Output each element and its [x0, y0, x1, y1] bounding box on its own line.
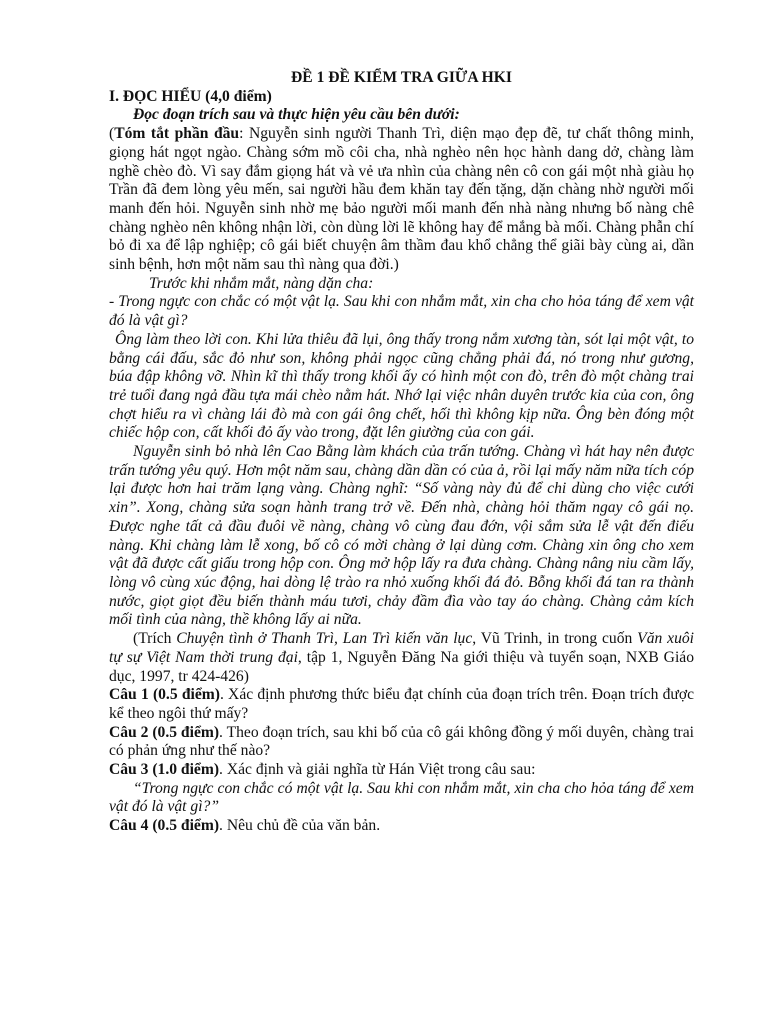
passage-paragraph-4: Nguyễn sinh bỏ nhà lên Cao Bằng làm khách của trấn tướng. Chàng vì hát hay nên được trấn tướng yêu quý. Hơn một năm sau, chàng dần dần có của ả, rồi lại mấy năm nữa tích cóp lại được hơn hai trăm lạng vàng. Chàng nghĩ: “Số vàng này đủ để chi dùng cho việc cưới xin”. Xong, chàng sửa soạn hành trang trở về. Đến nhà, chàng hỏi thăm ngay cô gái nọ. Được nghe tất cả đầu đuôi về nàng, chàng vô cùng đau đớn, vội sắm sửa lễ vật đến điếu nàng. Khi chàng làm lễ xong, bố cô có mời chàng ở lại dùng cơm. Chàng xin ông cho xem vật đã được cất giấu trong hộp con. Ông mở hộp lấy ra đưa chàng. Chàng nâng niu cầm lấy, lòng vô cùng xúc động, hai dòng lệ trào ra nhỏ xuống khối đá đỏ. Bỗng khối đá tan ra thành nước, giọt giọt đều biến thành máu tươi, chảy đầm đìa vào tay áo chàng. Chàng cảm kích mối tình của nàng, thề không lấy ai nữa.: [109, 443, 694, 629]
question-2: [109, 724, 694, 761]
citation-author: , Vũ Trinh, in trong cuốn: [472, 630, 638, 648]
question-1: [109, 686, 694, 723]
question-1-label: Câu 1 (0.5 điểm): [109, 686, 220, 704]
question-4: [109, 817, 694, 836]
summary-paragraph: [109, 125, 694, 275]
passage-paragraph-1: Trước khi nhắm mắt, nàng dặn cha:: [149, 274, 374, 292]
question-2-text: . Theo đoạn trích, sau khi bố của cô gái không đồng ý mối duyên, chàng trai có phản ứng như thế nào?: [109, 723, 694, 760]
passage-paragraph-3: Ông làm theo lời con. Khi lửa thiêu đã lụi, ông thấy trong nắm xương tàn, sót lại một vật, to bằng cái đấu, sắc đỏ như son, không phải ngọc cũng chẳng phải đá, nó trong như gương, búa đập không vỡ. Nhìn kĩ thì thấy trong khối ấy có hình một con đò, trên đò một chàng trai trẻ tuổi đang ngả đầu tựa mái chèo nằm hát. Nhớ lại việc nhân duyên trước kia của con, ông chợt hiểu ra vì chàng lái đò mà con gái ông chết, hối thì không kịp nữa. Ông bèn đóng một chiếc hộp con, cất khối đỏ ấy vào trong, đặt lên giường của con gái.: [109, 330, 694, 442]
question-3: [109, 761, 694, 780]
passage-paragraph-2: - Trong ngực con chắc có một vật lạ. Sau khi con nhắm mắt, xin cha cho hỏa táng để xem vật đó là vật gì?: [109, 293, 694, 330]
question-4-text: . Nêu chủ đề của văn bản.: [219, 817, 381, 835]
summary-label: Tóm tắt phần đầu: [114, 125, 240, 143]
citation: [109, 630, 694, 686]
summary-open-paren: (: [109, 125, 115, 143]
question-4-label: Câu 4 (0.5 điểm): [109, 817, 220, 835]
question-1-text: . Xác định phương thức biểu đạt chính của đoạn trích trên. Đoạn trích được kể theo ngôi thứ mấy?: [109, 686, 694, 722]
question-3-label: Câu 3 (1.0 điểm): [109, 761, 220, 779]
reading-instruction: Đọc đoạn trích sau và thực hiện yêu cầu bên dưới:: [133, 106, 460, 124]
section-heading: I. ĐỌC HIỂU (4,0 điểm): [109, 87, 272, 105]
citation-publication: , tập 1, Nguyễn Đăng Na giới thiệu và tuyển soạn, NXB Giáo dục, 1997, tr 424-426): [109, 648, 694, 685]
citation-prefix: (Trích: [133, 630, 177, 648]
question-3-text: . Xác định và giải nghĩa từ Hán Việt trong câu sau:: [219, 761, 536, 779]
question-3-quote: “Trong ngực con chắc có một vật lạ. Sau khi con nhắm mắt, xin cha cho hỏa táng để xem vật đó là vật gì?”: [109, 779, 694, 816]
document-body: [109, 69, 694, 836]
question-2-label: Câu 2 (0.5 điểm): [109, 723, 220, 741]
document-title: ĐỀ 1 ĐỀ KIỂM TRA GIỮA HKI: [291, 69, 512, 86]
citation-book-title: Văn xuôi tự sự Việt Nam thời trung đại: [109, 630, 695, 666]
citation-work-title: Chuyện tình ở Thanh Trì, Lan Trì kiến văn lục: [176, 630, 473, 648]
summary-text: : Nguyễn sinh người Thanh Trì, diện mạo đẹp đẽ, tư chất thông minh, giọng hát ngọt ngào. Chàng sớm mồ côi cha, nhà nghèo nên học hành dang dở, chàng làm nghề chèo đò. Vì say đắm giọng hát và vẻ ưa nhìn của chàng nên cô con gái một nhà giàu họ Trần đã đem lòng yêu mến, sai người hầu đem khăn tay đến tặng, dặn chàng nhờ người mối manh đến hỏi. Nguyễn sinh nhờ mẹ bảo người mối manh đến nhà nàng nhưng bố nàng chê chàng nghèo nên không nhận lời, còn dùng lời lẽ không hay để mắng bà mối. Chàng phẫn chí bỏ đi xa để lập nghiệp; cô gái biết chuyện âm thầm đau khổ chẳng thể giãi bày cùng ai, dần sinh bệnh, hơn một năm sau thì nàng qua đời.): [109, 125, 694, 274]
